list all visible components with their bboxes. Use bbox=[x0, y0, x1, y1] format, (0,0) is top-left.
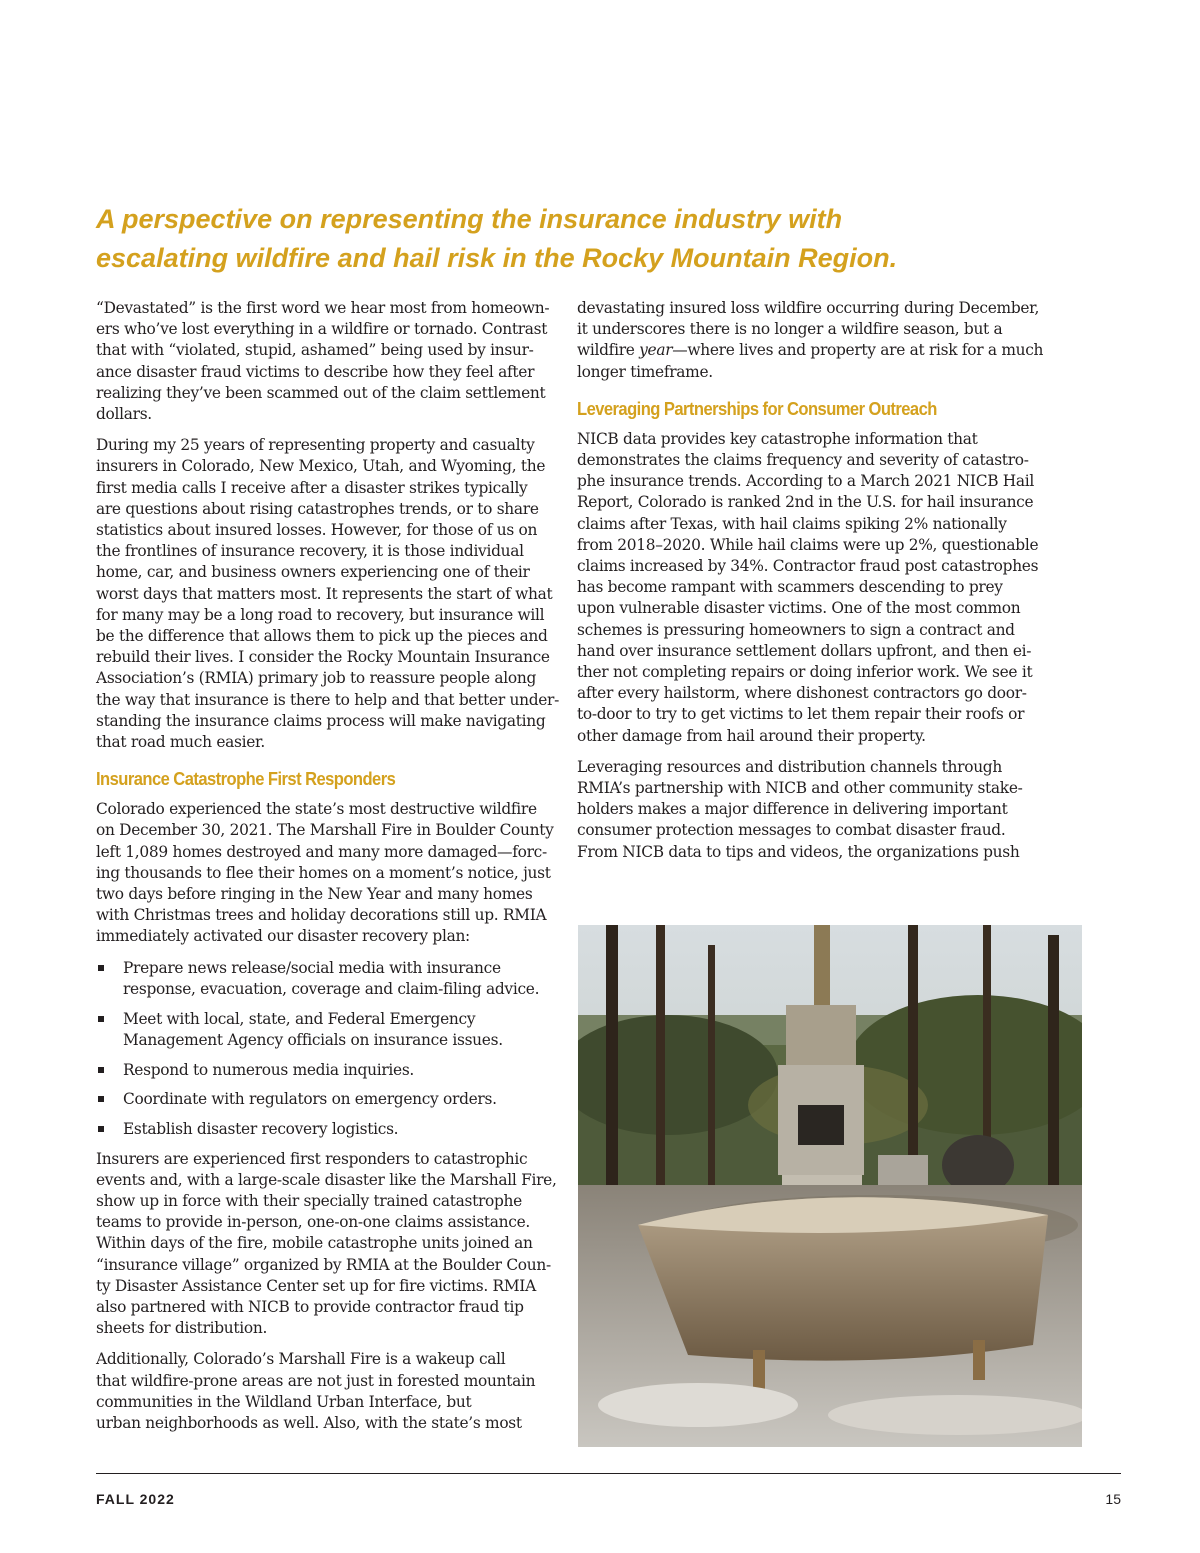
body-paragraph bbox=[96, 435, 560, 753]
text-line bbox=[577, 340, 1044, 361]
headline-line: A perspective on representing the insurance industry with bbox=[96, 204, 843, 234]
text-line: urban neighborhoods as well. Also, with the state’s most bbox=[96, 1414, 522, 1433]
text-line: claims after Texas, with hail claims spiking 2% nationally bbox=[577, 514, 1007, 533]
text-line: left 1,089 homes destroyed and many more damaged—forc- bbox=[96, 842, 547, 861]
text-line: devastating insured loss wildfire occurring during December, bbox=[577, 299, 1040, 317]
body-paragraph bbox=[577, 298, 1044, 383]
text-line: to-door to try to get victims to let them repair their roofs or bbox=[577, 705, 1025, 724]
text-line: ers who’ve lost everything in a wildfire or tornado. Contrast bbox=[96, 320, 548, 339]
text-line: it underscores there is no longer a wildfire season, but a bbox=[577, 320, 1003, 339]
text-line: teams to provide in-person, one-on-one claims assistance. bbox=[96, 1213, 531, 1232]
text-line: hand over insurance settlement dollars upfront, and then ei- bbox=[577, 641, 1032, 660]
text-line: Leveraging resources and distribution channels through bbox=[577, 757, 1002, 776]
body-paragraph bbox=[96, 799, 556, 947]
text-line: dollars. bbox=[96, 405, 152, 424]
text-line: has become rampant with scammers descending to prey bbox=[577, 578, 1003, 597]
article-headline bbox=[96, 200, 1096, 278]
text-line: “insurance village” organized by RMIA at the Boulder Coun- bbox=[96, 1255, 551, 1274]
text-fragment: —where lives and property are at risk for a much bbox=[672, 341, 1044, 360]
text-line: RMIA’s partnership with NICB and other community stake- bbox=[577, 779, 1023, 798]
issue-label: FALL 2022 bbox=[96, 1491, 175, 1507]
text-line: that wildfire-prone areas are not just in forested mountain bbox=[96, 1371, 536, 1390]
text-line: two days before ringing in the New Year and many homes bbox=[96, 885, 533, 904]
square-bullet-icon bbox=[98, 965, 104, 971]
text-line: claims increased by 34%. Contractor fraud post catastrophes bbox=[577, 557, 1039, 576]
text-line: Additionally, Colorado’s Marshall Fire is a wakeup call bbox=[96, 1350, 506, 1369]
text-line: ance disaster fraud victims to describe how they feel after bbox=[96, 362, 535, 381]
list-item bbox=[96, 1089, 556, 1110]
section-heading: Leveraging Partnerships for Consumer Outreach bbox=[577, 398, 937, 419]
text-line: schemes is pressuring homeowners to sign a contract and bbox=[577, 620, 1015, 639]
text-line: from 2018–2020. While hail claims were up 2%, questionable bbox=[577, 535, 1039, 554]
right-column bbox=[577, 298, 1044, 873]
wildfire-aftermath-photo bbox=[578, 925, 1082, 1447]
text-line: events and, with a large-scale disaster like the Marshall Fire, bbox=[96, 1170, 557, 1189]
intro-paragraph bbox=[96, 298, 556, 425]
text-line: holders makes a major difference in delivering important bbox=[577, 800, 1008, 819]
text-line: are questions about rising catastrophes trends, or to share bbox=[96, 499, 539, 518]
text-line: that with “violated, stupid, ashamed” being used by insur- bbox=[96, 341, 534, 360]
text-line: consumer protection messages to combat disaster fraud. bbox=[577, 821, 1006, 840]
recovery-plan-list bbox=[96, 958, 556, 1140]
section-heading: Insurance Catastrophe First Responders bbox=[96, 769, 396, 790]
text-line: Colorado experienced the state’s most destructive wildfire bbox=[96, 800, 537, 819]
text-line: standing the insurance claims process will make navigating bbox=[96, 711, 546, 730]
list-item bbox=[96, 1119, 556, 1140]
text-line: be the difference that allows them to pick up the pieces and bbox=[96, 627, 548, 646]
text-line: During my 25 years of representing property and casualty bbox=[96, 436, 535, 455]
text-line: insurers in Colorado, New Mexico, Utah, and Wyoming, the bbox=[96, 457, 546, 476]
text-line: Prepare news release/social media with insurance bbox=[123, 958, 501, 977]
text-line: with Christmas trees and holiday decorations still up. RMIA bbox=[96, 906, 547, 925]
list-item bbox=[96, 958, 556, 1000]
text-line: Respond to numerous media inquiries. bbox=[123, 1060, 415, 1079]
text-line: sheets for distribution. bbox=[96, 1319, 268, 1338]
square-bullet-icon bbox=[98, 1067, 104, 1073]
text-line: the frontlines of insurance recovery, it is those individual bbox=[96, 542, 524, 561]
body-paragraph bbox=[96, 1149, 556, 1340]
text-fragment: wildfire bbox=[577, 341, 640, 360]
text-line: for many may be a long road to recovery, but insurance will bbox=[96, 605, 545, 624]
text-line: Report, Colorado is ranked 2nd in the U.S. for hail insurance bbox=[577, 493, 1034, 512]
text-line: response, evacuation, coverage and claim-filing advice. bbox=[123, 979, 540, 998]
text-line: Establish disaster recovery logistics. bbox=[123, 1119, 399, 1138]
text-line: other damage from hail around their property. bbox=[577, 726, 926, 745]
text-line: phe insurance trends. According to a March 2021 NICB Hail bbox=[577, 472, 1035, 491]
text-line: rebuild their lives. I consider the Rocky Mountain Insurance bbox=[96, 648, 550, 667]
text-line: communities in the Wildland Urban Interface, but bbox=[96, 1392, 472, 1411]
text-line: ing thousands to flee their homes on a moment’s notice, just bbox=[96, 863, 551, 882]
emphasis-year: year bbox=[639, 341, 673, 360]
text-line: worst days that matters most. It represents the start of what bbox=[96, 584, 553, 603]
text-line: ty Disaster Assistance Center set up for fire victims. RMIA bbox=[96, 1276, 536, 1295]
text-line: demonstrates the claims frequency and severity of catastro- bbox=[577, 451, 1029, 470]
text-line: Insurers are experienced first responders to catastrophic bbox=[96, 1149, 528, 1168]
text-line: first media calls I receive after a disaster strikes typically bbox=[96, 478, 528, 497]
square-bullet-icon bbox=[98, 1126, 104, 1132]
text-line: longer timeframe. bbox=[577, 362, 713, 381]
text-line: ther not completing repairs or doing inferior work. We see it bbox=[577, 663, 1033, 682]
square-bullet-icon bbox=[98, 1096, 104, 1102]
text-line: From NICB data to tips and videos, the organizations push bbox=[577, 842, 1020, 861]
body-paragraph bbox=[96, 1349, 556, 1434]
text-line: that road much easier. bbox=[96, 733, 265, 752]
text-line: the way that insurance is there to help and that better under- bbox=[96, 690, 560, 709]
text-line: realizing they’ve been scammed out of the claim settlement bbox=[96, 383, 546, 402]
text-line: statistics about insured losses. However, for those of us on bbox=[96, 521, 538, 540]
list-item bbox=[96, 1060, 556, 1081]
text-line: after every hailstorm, where dishonest contractors go door- bbox=[577, 684, 1027, 703]
footer-divider bbox=[96, 1473, 1121, 1474]
text-line: home, car, and business owners experiencing one of their bbox=[96, 563, 530, 582]
text-line: Within days of the fire, mobile catastrophe units joined an bbox=[96, 1234, 533, 1253]
headline-line: escalating wildfire and hail risk in the Rocky Mountain Region. bbox=[96, 243, 898, 273]
body-paragraph bbox=[577, 757, 1037, 863]
text-line: upon vulnerable disaster victims. One of the most common bbox=[577, 599, 1021, 618]
left-column bbox=[96, 298, 560, 1444]
text-line: immediately activated our disaster recovery plan: bbox=[96, 927, 470, 946]
text-line: on December 30, 2021. The Marshall Fire in Boulder County bbox=[96, 821, 554, 840]
square-bullet-icon bbox=[98, 1016, 104, 1022]
text-line: Association’s (RMIA) primary job to reassure people along bbox=[96, 669, 537, 688]
list-item bbox=[96, 1009, 556, 1051]
page-number: 15 bbox=[1105, 1491, 1121, 1507]
text-line: Coordinate with regulators on emergency orders. bbox=[123, 1090, 497, 1109]
text-line: Meet with local, state, and Federal Emergency bbox=[123, 1009, 476, 1028]
text-line: Management Agency officials on insurance issues. bbox=[123, 1030, 503, 1049]
body-paragraph bbox=[577, 429, 1037, 747]
text-line: “Devastated” is the first word we hear most from homeown- bbox=[96, 299, 550, 317]
text-line: show up in force with their specially trained catastrophe bbox=[96, 1192, 522, 1211]
text-line: NICB data provides key catastrophe information that bbox=[577, 429, 978, 448]
text-line: also partnered with NICB to provide contractor fraud tip bbox=[96, 1298, 524, 1317]
